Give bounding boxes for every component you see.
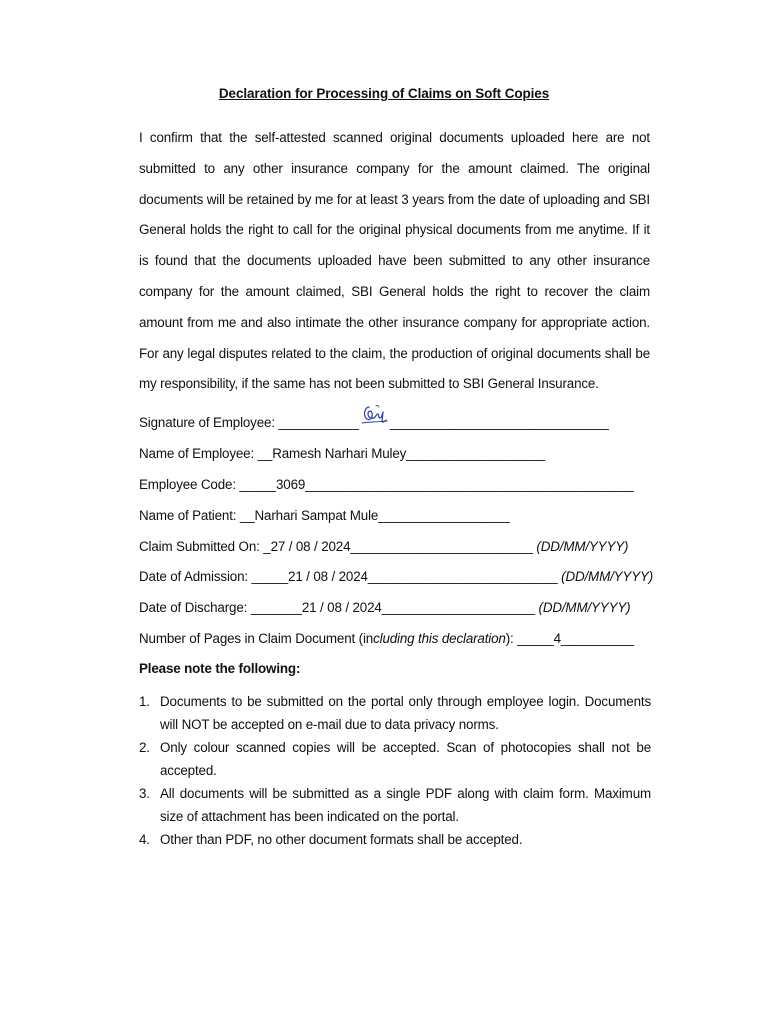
num-pages-trail: __________ [560, 631, 634, 646]
num-pages-label-italic: cluding this declaration [373, 631, 506, 646]
handwritten-signature-image [360, 402, 388, 428]
discharge-date-field [139, 599, 630, 617]
discharge-date-lead: _______ [250, 600, 302, 615]
note-number: 1. [139, 694, 150, 709]
notes-heading: Please note the following: [139, 661, 301, 676]
admission-date-trail: __________________________ [367, 569, 558, 584]
employee-name-field [139, 445, 545, 463]
signature-blank-before: ___________ [278, 415, 359, 430]
admission-date-value: 21 / 08 / 2024 [288, 569, 368, 584]
claim-submitted-trail: _________________________ [350, 539, 533, 554]
employee-code-label: Employee Code: [139, 477, 240, 492]
employee-name-lead: __ [257, 446, 273, 461]
claim-submitted-value: 27 / 08 / 2024 [270, 539, 351, 554]
employee-code-trail: _____________________________________________ [305, 477, 634, 492]
admission-date-label: Date of Admission: [139, 569, 252, 584]
signature-label: Signature of Employee: [139, 415, 279, 430]
patient-name-label: Name of Patient: [139, 508, 240, 523]
num-pages-field [139, 630, 634, 648]
note-number: 3. [139, 786, 150, 801]
signature-blank-after: ______________________________ [389, 415, 609, 430]
discharge-date-label: Date of Discharge: [139, 600, 251, 615]
discharge-date-trail: _____________________ [381, 600, 535, 615]
patient-name-lead: __ [239, 508, 255, 523]
note-number: 2. [139, 740, 150, 755]
num-pages-label-end: ): [505, 631, 518, 646]
notes-list [139, 690, 651, 851]
patient-name-trail: __________________ [378, 508, 510, 523]
claim-submitted-label: Claim Submitted On: [139, 539, 264, 554]
patient-name-value: Narhari Sampat Mule [254, 508, 379, 523]
note-number: 4. [139, 832, 150, 847]
num-pages-label-start: Number of Pages in Claim Document (in [139, 631, 374, 646]
admission-date-format: (DD/MM/YYYY) [561, 569, 654, 584]
admission-date-field [139, 568, 653, 586]
note-text: Other than PDF, no other document formats shall be accepted. [160, 832, 523, 847]
note-item [139, 828, 651, 851]
admission-date-lead: _____ [251, 569, 289, 584]
num-pages-value: 4 [553, 631, 561, 646]
employee-name-trail: ___________________ [406, 446, 545, 461]
employee-code-field [139, 476, 634, 494]
note-text: Documents to be submitted on the portal only through employee login. Documents will NOT be accepted on e-mail due to data privacy norms. [160, 694, 651, 732]
document-title: Declaration for Processing of Claims on Soft Copies [218, 86, 550, 101]
employee-name-label: Name of Employee: [139, 446, 258, 461]
note-text: All documents will be submitted as a single PDF along with claim form. Maximum size of attachment has been indicated on the portal. [160, 786, 651, 824]
claim-submitted-format: (DD/MM/YYYY) [536, 539, 629, 554]
note-item [139, 690, 651, 736]
discharge-date-value: 21 / 08 / 2024 [301, 600, 382, 615]
num-pages-lead: _____ [517, 631, 554, 646]
note-item [139, 736, 651, 782]
claim-submitted-field [139, 538, 628, 556]
note-item [139, 782, 651, 828]
employee-code-value: 3069 [275, 477, 306, 492]
employee-code-lead: _____ [239, 477, 276, 492]
discharge-date-format: (DD/MM/YYYY) [538, 600, 631, 615]
patient-name-field [139, 507, 510, 525]
declaration-paragraph: I confirm that the self-attested scanned original documents uploaded here are not submitted to any other insurance company for the amount claimed. The original documents will be retained by me for at least 3 years from the date of uploading and SBI General holds the right to call for the original physical documents from me anytime. If it is found that the documents uploaded have been submitted to any other insurance company for the amount claimed, SBI General holds the right to recover the claim amount from me and also intimate the other insurance company for appropriate action. For any legal disputes related to the claim, the production of original documents shall be my responsibility, if the same has not been submitted to SBI General Insurance. [139, 130, 650, 392]
employee-name-value: Ramesh Narhari Muley [272, 446, 407, 461]
claim-submitted-lead: _ [263, 539, 271, 554]
note-text: Only colour scanned copies will be accepted. Scan of photocopies shall not be accepted. [160, 740, 651, 778]
